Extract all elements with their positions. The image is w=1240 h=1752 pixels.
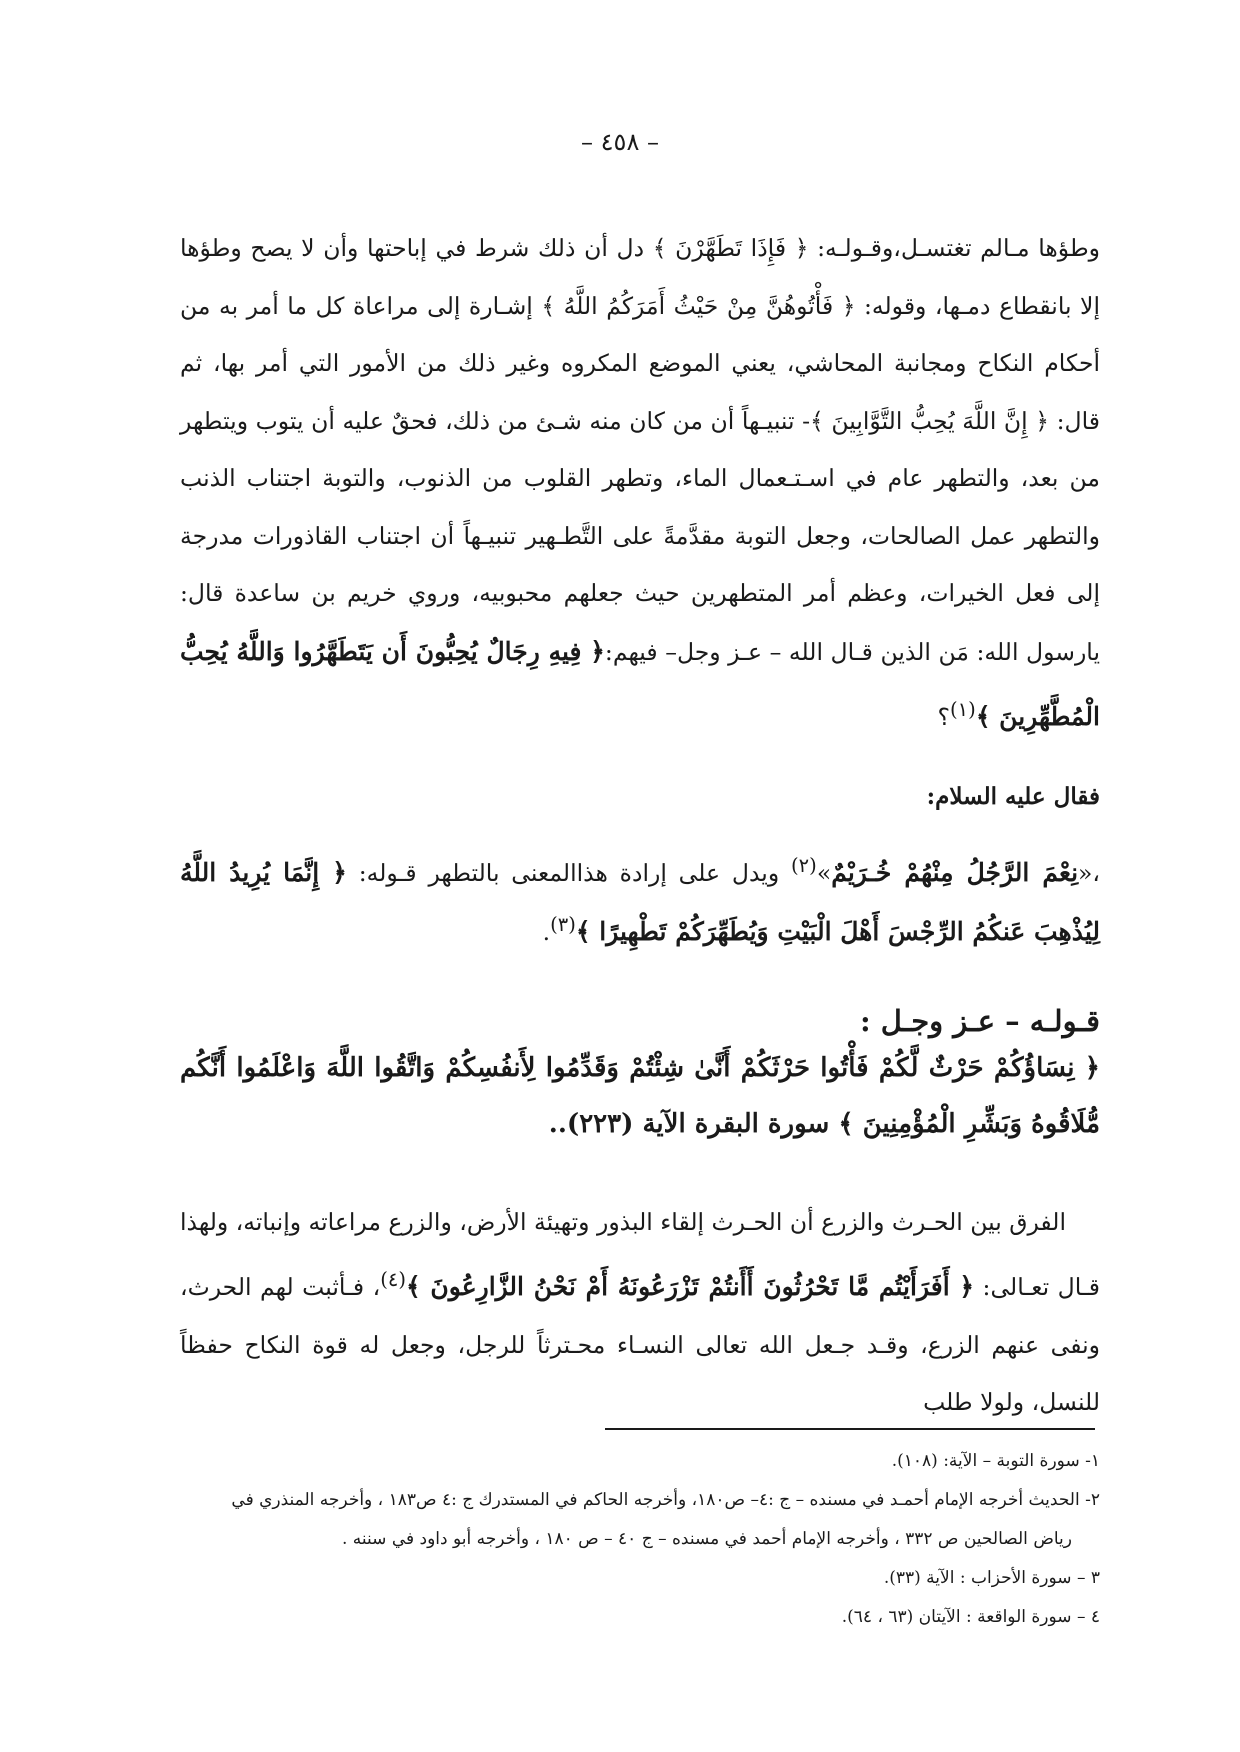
paragraph-1 — [180, 220, 1100, 746]
paragraph-1-text: وطؤها مـالم تغتسـل،وقـولـه: ﴿ فَإِذَا تَطَهَّرْنَ ﴾ دل أن ذلك شرط في إباحتها وأن لا يصح وطؤها إلا بانقطاع دمـها، وقوله: ﴿ فَأْتُوهُنَّ مِنْ حَيْثُ أَمَرَكُمُ اللَّهُ ﴾ إشـارة إلى مراعاة كل ما أمر به من أحكام النكاح ومجانبة المحاشي، يعني الموضع المكروه وغير ذلك من الأمور التي أمر بها، ثم قال: ﴿ إِنَّ اللَّهَ يُحِبُّ التَّوَّابِينَ ﴾- تنبيـهاً أن من كان منه شـئ من ذلك، فحقٌ عليه أن يتوب ويتطهر من بعد، والتطهر عام في اسـتـعمال الماء، وتطهر القلوب من الذنوب، والتوبة اجتناب الذنب والتطهر عمل الصالحات، وجعل التوبة مقدَّمةً على التَّطـهير تنبيـهاً أن اجتناب القاذورات مدرجة إلى فعل الخيرات، وعظم أمر المتطهرين حيث جعلهم محبوبيه، وروي خريم بن ساعدة قال: يارسول الله: مَن الذين قـال الله – عـز وجل– فيهم: — [180, 234, 1100, 666]
section-title: قـولـه – عـز وجـل : — [859, 1003, 1100, 1038]
hadith-text: نِعْمَ الرَّجُلُ مِنْهُمْ خُـرَيْمٌ — [831, 858, 1079, 888]
paragraph-2-continuation: ، فـأثبت لهم الحرث، ونفى عنهم الزرع، وقـد جـعل الله تعالى النسـاء محـترثاً للرجل، وجعل له قوة النكاح حفظاً للنسل، ولولا طلب — [180, 1273, 1100, 1417]
footnote-ref-4: (٤) — [380, 1268, 407, 1292]
hadith-open-quote: ،« — [1078, 859, 1101, 888]
footnote-4: ٤ – سورة الواقعة : الآيتان (٦٣ ، ٦٤). — [841, 1607, 1100, 1627]
footnote-2-continuation: رياض الصالحين ص ٣٣٢ ، وأخرجه الإمام أحمد في مسنده – ج ٤٠ – ص ١٨٠ ، وأخرجه أبو داود في سننه . — [341, 1529, 1072, 1549]
paragraph-2 — [180, 1194, 1100, 1432]
quran-verse-tawbah: ﴿ فِيهِ رِجَالٌ يُحِبُّونَ أَن يَتَطَهَّرُوا وَاللَّهُ يُحِبُّ الْمُطَّهِّرِينَ ﴾ — [180, 636, 1100, 731]
footnote-2: ٢- الحديث أخرجه الإمام أحمـد في مسنده – ج :٤– ص١٨٠، وأخرجه الحاكم في المستدرك ج :٤ ص١٨٣ ، وأخرجه المنذري في — [231, 1490, 1100, 1510]
section-verse-baqarah: ﴿ نِسَاؤُكُمْ حَرْثٌ لَّكُمْ فَأْتُوا حَرْثَكُمْ أَنَّىٰ شِئْتُمْ وَقَدِّمُوا لِأَنفُسِكُمْ وَاتَّقُوا اللَّهَ وَاعْلَمُوا أَنَّكُم مُّلَاقُوهُ وَبَشِّرِ الْمُؤْمِنِينَ ﴾ سورة البقرة الآية (٢٢٣).. — [180, 1052, 1100, 1139]
prophet-reply-heading: فقال عليه السلام: — [926, 783, 1100, 811]
hadith-close-quote: » — [816, 859, 832, 888]
footnote-3: ٣ – سورة الأحزاب : الآية (٣٣). — [883, 1568, 1100, 1588]
footnote-1: ١- سورة التوبة – الآية: (١٠٨). — [891, 1451, 1100, 1471]
hadith-commentary: ويدل على إرادة هذاالمعنى بالتطهر قـوله: — [346, 859, 792, 888]
period: . — [542, 917, 551, 946]
page-number: – ٤٥٨ – — [581, 128, 659, 156]
footnote-ref-1: (١) — [950, 698, 976, 721]
footnotes — [180, 1442, 1100, 1637]
hadith-paragraph — [180, 840, 1100, 958]
quran-verse-waqiah: ﴿ أَفَرَأَيْتُم مَّا تَحْرُثُونَ أَأَنتُمْ تَزْرَعُونَهُ أَمْ نَحْنُ الزَّارِعُونَ ﴾ — [406, 1272, 975, 1302]
body-text — [180, 220, 1100, 1432]
paragraph-2-text: الفرق بين الحـرث والزرع أن الحـرث إلقاء البذور وتهيئة الأرض، والزرع مراعاته وإنباته، ولهذا قـال تعـالى: — [180, 1207, 1100, 1302]
footnote-ref-2: (٢) — [791, 854, 817, 878]
footnote-ref-3: (٣) — [550, 913, 576, 937]
question-mark: ؟ — [937, 702, 951, 731]
footnote-divider — [605, 1428, 1095, 1430]
quran-verse-ahzab: ﴿ إِنَّمَا يُرِيدُ اللَّهُ لِيُذْهِبَ عَنكُمُ الرِّجْسَ أَهْلَ الْبَيْتِ وَيُطَهِّرَكُمْ تَطْهِيرًا ﴾ — [180, 858, 1100, 946]
